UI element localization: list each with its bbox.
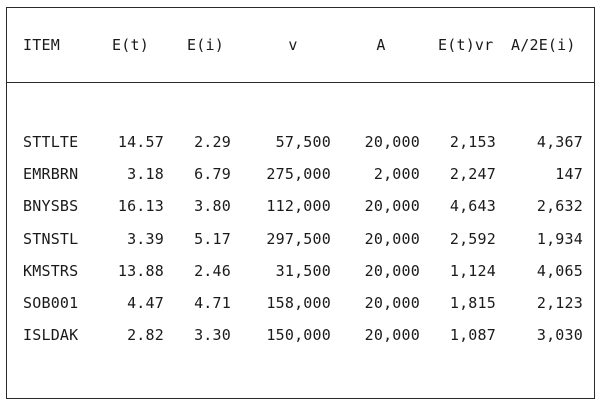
table-cell: 2,123	[536, 294, 583, 312]
table-cell: 3.30	[194, 326, 231, 344]
table-cell: 150,000	[266, 326, 331, 344]
table-cell: 1,087	[449, 326, 496, 344]
table-cell: 112,000	[266, 197, 331, 215]
table-cell: 5.17	[194, 230, 231, 248]
table-cell: 3.18	[127, 165, 164, 183]
table-cell: 6.79	[194, 165, 231, 183]
table-cell: 1,934	[536, 230, 583, 248]
table-cell: 3,030	[536, 326, 583, 344]
column-header: A/2E(i)	[511, 36, 576, 54]
column-header: v	[288, 36, 298, 54]
row-item-label: BNYSBS	[23, 197, 79, 215]
row-item-label: STTLTE	[23, 133, 79, 151]
header-separator	[6, 82, 595, 83]
table-cell: 4.71	[194, 294, 231, 312]
table-cell: 16.13	[117, 197, 164, 215]
table-cell: 1,124	[449, 262, 496, 280]
row-item-label: SOB001	[23, 294, 79, 312]
column-header: E(t)	[112, 36, 149, 54]
table-cell: 57,500	[275, 133, 331, 151]
table-cell: 2.29	[194, 133, 231, 151]
table-cell: 2,000	[373, 165, 420, 183]
table-cell: 14.57	[117, 133, 164, 151]
table-cell: 20,000	[364, 197, 420, 215]
table-cell: 20,000	[364, 326, 420, 344]
table-cell: 2,153	[449, 133, 496, 151]
row-item-label: ISLDAK	[23, 326, 79, 344]
table-cell: 2.82	[127, 326, 164, 344]
column-header: E(t)vr	[438, 36, 494, 54]
table-cell: 147	[555, 165, 583, 183]
table-cell: 13.88	[117, 262, 164, 280]
table-cell: 1,815	[449, 294, 496, 312]
table-cell: 31,500	[275, 262, 331, 280]
table-cell: 275,000	[266, 165, 331, 183]
table-cell: 4,643	[449, 197, 496, 215]
row-item-label: KMSTRS	[23, 262, 79, 280]
table-cell: 20,000	[364, 262, 420, 280]
table-cell: 2,632	[536, 197, 583, 215]
table-cell: 4,367	[536, 133, 583, 151]
table-cell: 20,000	[364, 230, 420, 248]
table-cell: 297,500	[266, 230, 331, 248]
table-cell: 2,247	[449, 165, 496, 183]
table-cell: 2.46	[194, 262, 231, 280]
table-cell: 20,000	[364, 133, 420, 151]
table-cell: 2,592	[449, 230, 496, 248]
column-header: E(i)	[187, 36, 224, 54]
table-cell: 4,065	[536, 262, 583, 280]
table-cell: 3.39	[127, 230, 164, 248]
table-cell: 4.47	[127, 294, 164, 312]
table-cell: 158,000	[266, 294, 331, 312]
column-header: ITEM	[23, 36, 60, 54]
table-cell: 20,000	[364, 294, 420, 312]
row-item-label: EMRBRN	[23, 165, 79, 183]
column-header: A	[376, 36, 386, 54]
table-cell: 3.80	[194, 197, 231, 215]
row-item-label: STNSTL	[23, 230, 79, 248]
